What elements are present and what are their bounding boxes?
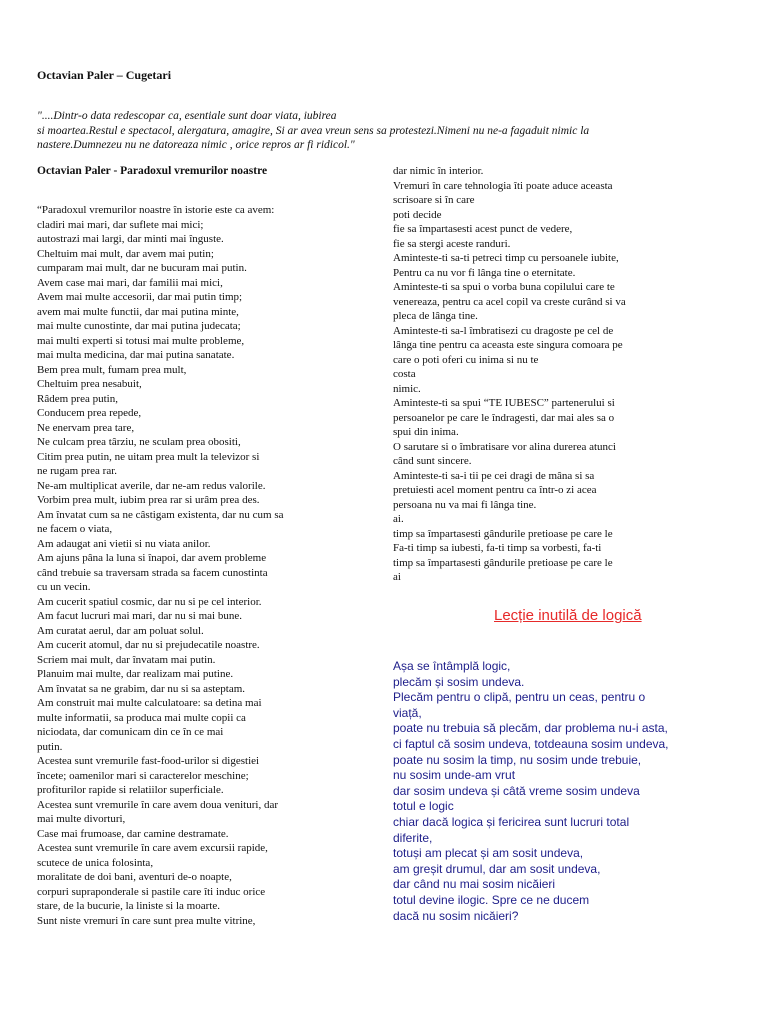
text-line: mai multa medicina, dar mai putina sanatate. xyxy=(37,349,235,361)
text-line: mai multi experti si totusi mai multe probleme, xyxy=(37,334,245,347)
text-line: Citim prea putin, ne uitam prea mult la televizor si xyxy=(37,450,260,463)
quote-block xyxy=(37,109,727,153)
text-line: Vorbim prea mult, iubim prea rar si urâm prea des. xyxy=(37,494,260,506)
quote-line: "....Dintr-o data redescopar ca, esentiale sunt doar viata, iubirea xyxy=(37,110,337,122)
text-line: Conducem prea repede, xyxy=(37,407,142,419)
text-line: mai multe cunostinte, dar mai putina judecata; xyxy=(37,320,241,332)
text-line: nu sosim unde-am vrut xyxy=(393,768,516,783)
text-line: fie sa împartasesti acest punct de vedere, xyxy=(393,223,573,235)
section-title: Octavian Paler - Paradoxul vremurilor noastre xyxy=(37,165,268,177)
text-line: cumparam mai mult, dar ne bucuram mai putin. xyxy=(37,262,247,274)
text-line: Case mai frumoase, dar camine destramate. xyxy=(37,827,229,840)
text-line: Sunt niste vremuri în care sunt prea multe vitrine, xyxy=(37,914,256,927)
text-line: fie sa stergi aceste randuri. xyxy=(393,237,511,250)
text-line: Aminteste-ti sa-l îmbratisezi cu dragoste pe cel de xyxy=(393,324,614,337)
text-line: mai multe divorturi, xyxy=(37,813,126,825)
text-line: Ne culcam prea târziu, ne sculam prea obositi, xyxy=(37,436,241,448)
text-line: chiar dacă logica și fericirea sunt lucruri total xyxy=(393,814,630,829)
text-line: Acestea sunt vremurile fast-food-urilor si digestiei xyxy=(37,755,260,767)
text-line: multe informatii, sa produca mai multe copii ca xyxy=(37,711,246,724)
text-line: Bem prea mult, fumam prea mult, xyxy=(37,363,187,376)
text-line: moralitate de doi bani, aventuri de-o noapte, xyxy=(37,871,232,883)
text-line: Așa se întâmplă logic, xyxy=(393,659,511,673)
text-line: totul e logic xyxy=(393,799,454,814)
text-line: Am cucerit spatiul cosmic, dar nu si pe cel interior. xyxy=(37,595,262,608)
text-line: Avem mai multe accesorii, dar mai putin timp; xyxy=(37,291,243,303)
text-line: corpuri supraponderale si pastile care îti induc orice xyxy=(37,885,266,898)
text-line: ne facem o viata, xyxy=(37,523,113,535)
text-line: spui din inima. xyxy=(393,426,459,438)
text-line: dar când nu mai sosim nicăieri xyxy=(393,877,556,892)
text-line: Avem case mai mari, dar familii mai mici, xyxy=(37,276,223,289)
text-line: autostrazi mai largi, dar minti mai înguste. xyxy=(37,233,224,245)
text-line: am greșit drumul, dar am sosit undeva, xyxy=(393,861,601,876)
text-line: “Paradoxul vremurilor noastre în istorie este ca avem: xyxy=(37,204,275,216)
text-line: Am învatat cum sa ne câstigam existenta, dar nu cum sa xyxy=(37,508,284,521)
text-line: totuși am plecat și am sosit undeva, xyxy=(393,846,584,861)
text-line: niciodata, dar comunicam din ce în ce mai xyxy=(37,726,224,738)
text-line: dar sosim undeva și câtă vreme sosim undeva xyxy=(393,783,640,798)
text-line: scutece de unica folosinta, xyxy=(37,856,154,869)
text-line: Am facut lucruri mai mari, dar nu si mai bune. xyxy=(37,610,242,622)
text-line: lânga tine pentru ca aceasta este singura comoara pe xyxy=(393,339,623,351)
text-line: dacă nu sosim nicăieri? xyxy=(393,908,519,923)
text-line: Ne-am multiplicat averile, dar ne-am redus valorile. xyxy=(37,479,266,492)
text-line: ne rugam prea rar. xyxy=(37,465,118,477)
text-line: poate nu trebuia să plecăm, dar problema nu-i asta, xyxy=(393,721,668,736)
text-line: Aminteste-ti sa spui o vorba buna copilului care te xyxy=(393,281,615,293)
text-line: persoanelor pe care le îndragesti, dar mai ales sa o xyxy=(393,411,615,424)
text-line: Am construit mai multe calculatoare: sa detina mai xyxy=(37,697,262,709)
text-line: dar nimic în interior. xyxy=(393,165,484,177)
text-line: care o poti oferi cu inima si nu te xyxy=(393,353,539,366)
text-line: când sunt sincere. xyxy=(393,455,472,467)
text-line: profiturilor rapide si relatiilor superficiale. xyxy=(37,784,224,796)
text-line: Am ajuns pâna la luna si înapoi, dar avem probleme xyxy=(37,552,267,564)
text-line: încete; oamenilor mari si caracterelor meschine; xyxy=(37,769,249,782)
text-line: nimic. xyxy=(393,382,421,395)
text-line: Am cucerit atomul, dar nu si prejudecatile noastre. xyxy=(37,639,260,651)
text-line: când trebuie sa traversam strada sa facem cunostinta xyxy=(37,566,268,579)
text-line: persoana nu va mai fi lânga tine. xyxy=(393,498,537,511)
text-line: timp sa împartasesti gândurile pretioase pe care le xyxy=(393,527,613,540)
quote-line: si moartea.Restul e spectacol, alergatura, amagire, Si ar avea vreun sens sa protestezi.Nimeni nu ne-a fagaduit nimic la xyxy=(37,124,590,137)
text-line: ai. xyxy=(393,513,404,525)
text-line: venereaza, pentru ca acel copil va creste curând si va xyxy=(393,295,626,308)
text-line: Am adaugat ani vietii si nu viata anilor. xyxy=(37,537,211,550)
text-line: Aminteste-ti sa-ti petreci timp cu persoanele iubite, xyxy=(393,252,619,264)
text-line: Cheltuim mai mult, dar avem mai putin; xyxy=(37,247,214,260)
text-line: scrisoare si în care xyxy=(393,194,475,206)
poem-body xyxy=(393,659,743,924)
text-line: Fa-ti timp sa iubesti, fa-ti timp sa vorbesti, fa-ti xyxy=(393,542,602,554)
text-line: Râdem prea putin, xyxy=(37,392,118,405)
text-line: diferite, xyxy=(393,830,433,845)
text-line: costa xyxy=(393,368,416,380)
text-line: Acestea sunt vremurile în care avem doua venituri, dar xyxy=(37,798,278,811)
text-line: Planuim mai multe, dar realizam mai putine. xyxy=(37,668,234,680)
text-line: pleca de lânga tine. xyxy=(393,310,478,322)
document-title: Octavian Paler – Cugetari xyxy=(37,68,172,82)
text-line: Cheltuim prea nesabuit, xyxy=(37,378,142,390)
text-line: poate nu sosim la timp, nu sosim unde trebuie, xyxy=(393,752,642,767)
text-line: Plecăm pentru o clipă, pentru un ceas, pentru o xyxy=(393,690,646,705)
text-line: poti decide xyxy=(393,208,442,221)
text-line: Vremuri în care tehnologia îti poate aduce aceasta xyxy=(393,179,613,192)
text-line: pretuiesti acel moment pentru ca într-o zi acea xyxy=(393,484,597,496)
text-line: Pentru ca nu vor fi lânga tine o eternitate. xyxy=(393,266,576,279)
text-line: totul devine ilogic. Spre ce ne ducem xyxy=(393,892,590,907)
text-line: Scriem mai mult, dar învatam mai putin. xyxy=(37,653,216,666)
quote-line: nastere.Dumnezeu nu ne datoreaza nimic , orice repros ar fi ridicol." xyxy=(37,139,355,151)
text-line: ci faptul că sosim undeva, totdeauna sosim undeva, xyxy=(393,736,669,751)
text-line: Acestea sunt vremurile în care avem excursii rapide, xyxy=(37,842,268,854)
text-line: Aminteste-ti sa-i tii pe cei dragi de mâna si sa xyxy=(393,469,595,482)
text-line: cladiri mai mari, dar suflete mai mici; xyxy=(37,218,204,231)
text-line: cu un vecin. xyxy=(37,581,91,593)
text-line: Am curatat aerul, dar am poluat solul. xyxy=(37,624,204,637)
text-line: viață, xyxy=(393,705,422,720)
poem-title: Lecție inutilă de logică xyxy=(494,607,642,624)
text-line: O sarutare si o îmbratisare vor alina durerea atunci xyxy=(393,440,616,453)
text-line: Ne enervam prea tare, xyxy=(37,421,135,434)
left-text-column xyxy=(37,203,382,928)
text-line: ai xyxy=(393,571,401,583)
text-line: Aminteste-ti sa spui “TE IUBESC” partenerului si xyxy=(393,397,615,409)
right-text-column xyxy=(393,164,723,585)
text-line: Am învatat sa ne grabim, dar nu si sa asteptam. xyxy=(37,682,246,695)
text-line: putin. xyxy=(37,740,63,753)
text-line: plecăm și sosim undeva. xyxy=(393,674,525,689)
text-line: avem mai multe functii, dar mai putina minte, xyxy=(37,305,239,318)
text-line: timp sa împartasesti gândurile pretioase pe care le xyxy=(393,556,613,569)
text-line: stare, de la bucurie, la liniste si la moarte. xyxy=(37,900,220,912)
